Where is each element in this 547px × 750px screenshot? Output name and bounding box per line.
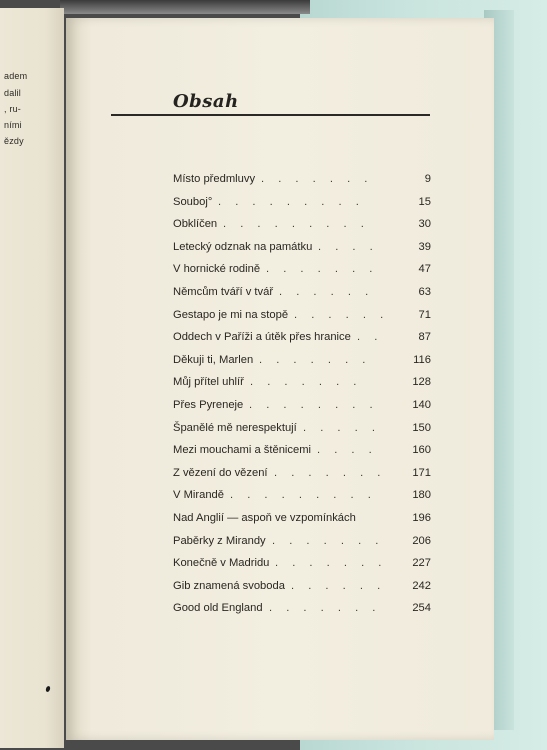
- toc-entry: [173, 172, 433, 195]
- toc-entry-leader: . . . . . . .: [259, 353, 371, 366]
- toc-entry: [173, 398, 433, 421]
- toc-entry-leader: . . . .: [317, 444, 378, 457]
- toc-entry-title: Přes Pyreneje: [173, 398, 244, 411]
- toc-entry: [173, 421, 433, 444]
- toc-entry-title: Můj přítel uhlíř: [173, 376, 244, 389]
- left-page-fragment: adem: [4, 71, 28, 81]
- toc-entry: [173, 511, 433, 534]
- toc-entry-title: Děkuji ti, Marlen: [173, 353, 254, 366]
- toc-entry: [173, 556, 433, 579]
- toc-entry-page: 15: [418, 195, 431, 208]
- toc-entry-page: 242: [412, 579, 431, 592]
- left-page-fragment: ězdy: [4, 136, 24, 146]
- toc-entry-leader: . . . . . . . . .: [223, 218, 370, 231]
- toc-entry-page: 30: [418, 218, 431, 231]
- toc-entry-title: Z vězení do vězení: [173, 466, 268, 479]
- toc-entry-page: 87: [418, 331, 431, 344]
- toc-entry-leader: . . . . . . .: [275, 557, 387, 570]
- toc-entry-title: Místo předmluvy: [173, 173, 256, 185]
- toc-entry-leader: . . . .: [318, 240, 379, 253]
- toc-entry-title: Oddech v Paříži a útěk přes hranice: [173, 331, 351, 344]
- toc-entry-leader: . . . . . . .: [269, 602, 381, 615]
- toc-entry-leader: . . . . . .: [279, 285, 374, 298]
- toc-entry-title: Konečně v Madridu: [173, 557, 270, 570]
- toc-entry-title: Paběrky z Mirandy: [173, 534, 266, 547]
- left-page-fragment: dalil: [4, 88, 22, 98]
- left-page-fragment: , ru-: [4, 104, 22, 114]
- toc-entry: [173, 579, 433, 602]
- toc-entry: [173, 443, 433, 466]
- toc-entry-leader: . .: [357, 331, 383, 344]
- title-rule: [111, 114, 430, 116]
- ink-mark: [45, 685, 51, 692]
- toc-entry: [173, 488, 433, 511]
- toc-entry: [173, 240, 433, 263]
- page-title: Obsah: [173, 91, 239, 112]
- toc-entry-page: 171: [412, 466, 431, 479]
- toc-entry-page: 227: [412, 557, 431, 570]
- toc-entry-leader: [362, 511, 406, 525]
- toc-entry-page: 196: [412, 511, 431, 524]
- toc-entry-leader: . . . . . . .: [272, 534, 384, 547]
- toc-entry-leader: . . . . . . .: [266, 263, 378, 276]
- table-of-contents: [173, 172, 433, 624]
- toc-entry-title: Gestapo je mi na stopě: [173, 308, 289, 321]
- toc-entry-title: V Mirandě: [173, 489, 224, 502]
- toc-entry-page: 206: [412, 534, 431, 547]
- toc-entry-page: 254: [412, 602, 431, 615]
- toc-entry: [173, 330, 433, 353]
- toc-entry-page: 180: [412, 489, 431, 502]
- toc-entry-page: 47: [418, 263, 431, 276]
- toc-entry-leader: . . . . . .: [294, 308, 389, 321]
- toc-entry-leader: . . . . . . .: [261, 173, 373, 185]
- toc-entry-page: 160: [412, 444, 431, 457]
- top-page-edge: [60, 0, 310, 14]
- toc-entry: [173, 375, 433, 398]
- toc-entry-page: 140: [412, 398, 431, 411]
- toc-entry: [173, 466, 433, 489]
- toc-entry-title: Souboj°: [173, 195, 213, 208]
- toc-entry: [173, 262, 433, 285]
- toc-entry-title: Good old England: [173, 602, 263, 615]
- toc-entry-title: Nad Anglií — aspoň ve vzpomínkách: [173, 511, 356, 524]
- toc-entry-title: Letecký odznak na památku: [173, 240, 313, 253]
- toc-entry-leader: . . . . . . . .: [249, 398, 379, 411]
- toc-entry-title: Němcům tváří v tvář: [173, 285, 274, 298]
- toc-entry-leader: . . . . . . .: [274, 466, 386, 479]
- toc-entry-leader: . . . . . . .: [250, 376, 362, 389]
- toc-entry: [173, 195, 433, 218]
- toc-entry-page: 39: [418, 240, 431, 253]
- toc-entry-page: 128: [412, 376, 431, 389]
- toc-entry-page: 63: [418, 285, 431, 298]
- toc-entry: [173, 217, 433, 240]
- toc-entry: [173, 601, 433, 624]
- toc-entry-title: Gib znamená svoboda: [173, 579, 285, 592]
- toc-entry-leader: . . . . . .: [291, 579, 386, 592]
- toc-entry-leader: . . . . . . . . .: [230, 489, 377, 502]
- toc-entry-title: Obklíčen: [173, 218, 218, 231]
- toc-entry-leader: . . . . . . . . .: [218, 195, 365, 208]
- toc-entry: [173, 308, 433, 331]
- toc-entry-page: 71: [418, 308, 431, 321]
- toc-entry-page: 9: [424, 173, 431, 185]
- toc-entry: [173, 353, 433, 376]
- toc-entry: [173, 285, 433, 308]
- left-page: [0, 8, 64, 748]
- toc-entry-leader: . . . . .: [303, 421, 381, 434]
- toc-entry-title: V hornické rodině: [173, 263, 261, 276]
- toc-entry-page: 150: [412, 421, 431, 434]
- toc-entry-title: Španělé mě nerespektují: [173, 421, 297, 434]
- left-page-fragment: ními: [4, 120, 22, 130]
- toc-entry: [173, 534, 433, 557]
- toc-entry-page: 116: [413, 353, 431, 366]
- toc-entry-title: Mezi mouchami a štěnicemi: [173, 444, 312, 457]
